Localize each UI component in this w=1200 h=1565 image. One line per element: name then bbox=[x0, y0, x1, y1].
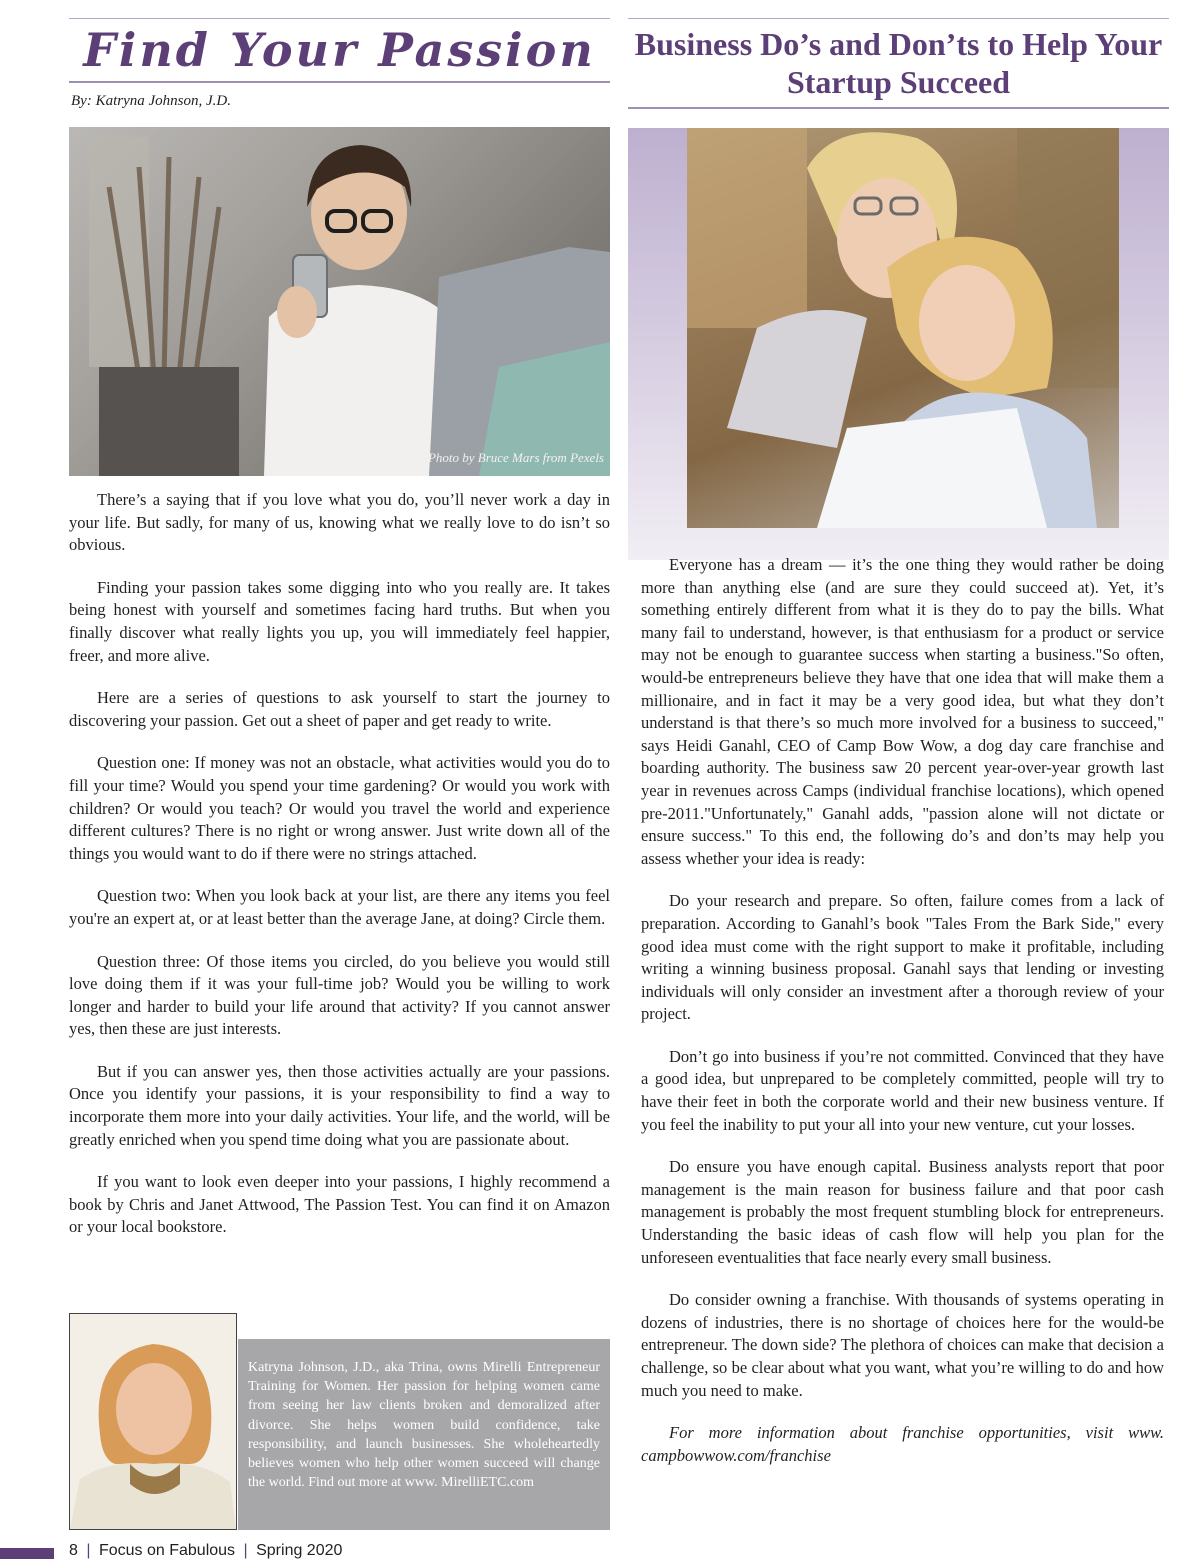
title-rule-top bbox=[628, 18, 1169, 19]
paragraph: If you want to look even deeper into your passions, I highly recommend a book by Chris and Janet Attwood, The Passion Test. You can find it on Amazon or your local bookstore. bbox=[69, 1172, 610, 1237]
paragraph: Here are a series of questions to ask yourself to start the journey to discovering your passion. Get out a sheet of paper and get ready to write. bbox=[69, 688, 610, 730]
footer-text bbox=[69, 1542, 342, 1560]
page-number: 8 bbox=[69, 1542, 78, 1559]
paragraph: But if you can answer yes, then those activities actually are your passions. Once you identify your passions, it is your responsibility to find a way to incorporate them more into your daily activities. Your life, and the world, will be greatly enriched when you spend time doing what you are passionate about. bbox=[69, 1061, 610, 1149]
left-article-header bbox=[69, 18, 610, 476]
paragraph: Don’t go into business if you’re not committed. Convinced that they have a good idea, but unprepared to be completely committed, people will try to have their feet in both the corporate world and their new business venture. If you feel the inability to put your all into your new venture, cut your losses. bbox=[641, 1046, 1164, 1134]
separator: | bbox=[86, 1542, 91, 1559]
paragraph: Finding your passion takes some digging into who you really are. It takes being honest with yourself and sometimes facing hard truths. But when you finally discover what really lights you up, you will immediately feel happier, freer, and more alive. bbox=[69, 577, 610, 665]
page-footer bbox=[0, 1541, 620, 1565]
author-photo bbox=[69, 1313, 237, 1530]
author-box bbox=[69, 1313, 610, 1530]
paragraph: Do consider owning a franchise. With thousands of systems operating in dozens of industries, there is no shortage of choices here for the would-be entrepreneur. The down side? The plethora of choices can make that decision a challenge, so be clear about what you want, what you’re willing to do and how much you need to make. bbox=[641, 1290, 1164, 1400]
author-portrait bbox=[70, 1314, 236, 1529]
issue-date: Spring 2020 bbox=[256, 1542, 343, 1559]
right-article-body bbox=[641, 554, 1164, 1487]
paragraph: Question two: When you look back at your list, are there any items you feel you're an expert at, or at least better than the average Jane, at doing? Circle them. bbox=[69, 886, 610, 928]
left-article-title: Find Your Passion bbox=[83, 23, 596, 77]
right-article-title: Business Do’s and Don’ts to Help Your Startup Succeed bbox=[634, 26, 1163, 100]
title-rule-bottom bbox=[628, 107, 1169, 109]
paragraph: Everyone has a dream — it’s the one thing they would rather be doing more than anything else (and are sure they could succeed at). Yet, it’s something entirely different from what it is they do to pay the bills. What many fail to understand, however, is that enthusiasm for a product or service may not be enough to guarantee success when starting a business."So often, would-be entrepreneurs believe they have that one idea that will make them a millionaire, and in fact it may be a very good idea, but what they don’t understand is that there’s so much more involved for a business to succeed," says Heidi Ganahl, CEO of Camp Bow Wow, a dog day care franchise and boarding authority. The business saw 20 percent year-over-year growth last year in revenues across Camps (individual franchise locations), which opened pre-2011."Unfortunately," Ganahl adds, "passion alone will not dictate or ensure success." To this end, the following do’s and don’ts may help you assess whether your idea is ready: bbox=[641, 555, 1164, 868]
photo-illustration bbox=[69, 127, 610, 476]
author-bio-panel bbox=[238, 1339, 610, 1530]
separator: | bbox=[243, 1542, 248, 1559]
photo-illustration bbox=[687, 128, 1119, 528]
woman-with-phone-photo bbox=[69, 127, 610, 476]
title-rule-bottom bbox=[69, 81, 610, 83]
two-women-laptop-photo bbox=[687, 128, 1119, 528]
author-bio: Katryna Johnson, J.D., aka Trina, owns Mirelli Entrepreneur Training for Women. Her passion for helping women came from seeing her law clients broken and demoralized after divorce. She helps women build confidence, take responsibility, and launch businesses. She wholeheartedly believes women who help other women succeed will change the world. Find out more at www. MirelliETC.com bbox=[248, 1360, 600, 1491]
closing-note: For more information about franchise opportunities, visit www. campbowwow.com/franchise bbox=[641, 1423, 1164, 1465]
paragraph: Do your research and prepare. So often, failure comes from a lack of preparation. According to Ganahl’s book "Tales From the Bark Side," every good idea must come with the right support to make it profitable, including writing a winning business proposal. Ganahl says that lending or investing individuals will only consider an investment after a thorough review of your project. bbox=[641, 891, 1164, 1024]
paragraph: Question one: If money was not an obstacle, what activities would you do to fill your time? Would you spend your time gardening? Or would you work with children? Or would you teach? Or would you travel the world and experience different cultures? There is no right or wrong answer. Just write down all of the things you would want to do if there were no strings attached. bbox=[69, 753, 610, 863]
paragraph: Question three: Of those items you circled, do you believe you would still love doing them if it was your full-time job? Would you be willing to work longer and harder to build your life around that activity? If you cannot answer yes, then these are just interests. bbox=[69, 951, 610, 1039]
paragraph: There’s a saying that if you love what you do, you’ll never work a day in your life. But sadly, for many of us, knowing what we really love to do isn’t so obvious. bbox=[69, 490, 610, 555]
photo-panel bbox=[628, 128, 1169, 560]
footer-accent-bar bbox=[0, 1548, 54, 1559]
byline: By: Katryna Johnson, J.D. bbox=[71, 93, 231, 109]
photo-caption: Photo by Bruce Mars from Pexels bbox=[427, 450, 604, 465]
right-article-header bbox=[628, 18, 1169, 109]
paragraph: Do ensure you have enough capital. Business analysts report that poor management is the main reason for business failure and that poor cash management is probably the most frequent stumbling block for entrepreneurs. Understanding the basic ideas of cash flow will help you plan for the unforeseen eventualities that face nearly every small business. bbox=[641, 1157, 1164, 1267]
magazine-name: Focus on Fabulous bbox=[98, 1542, 236, 1559]
left-article-body bbox=[69, 489, 610, 1259]
